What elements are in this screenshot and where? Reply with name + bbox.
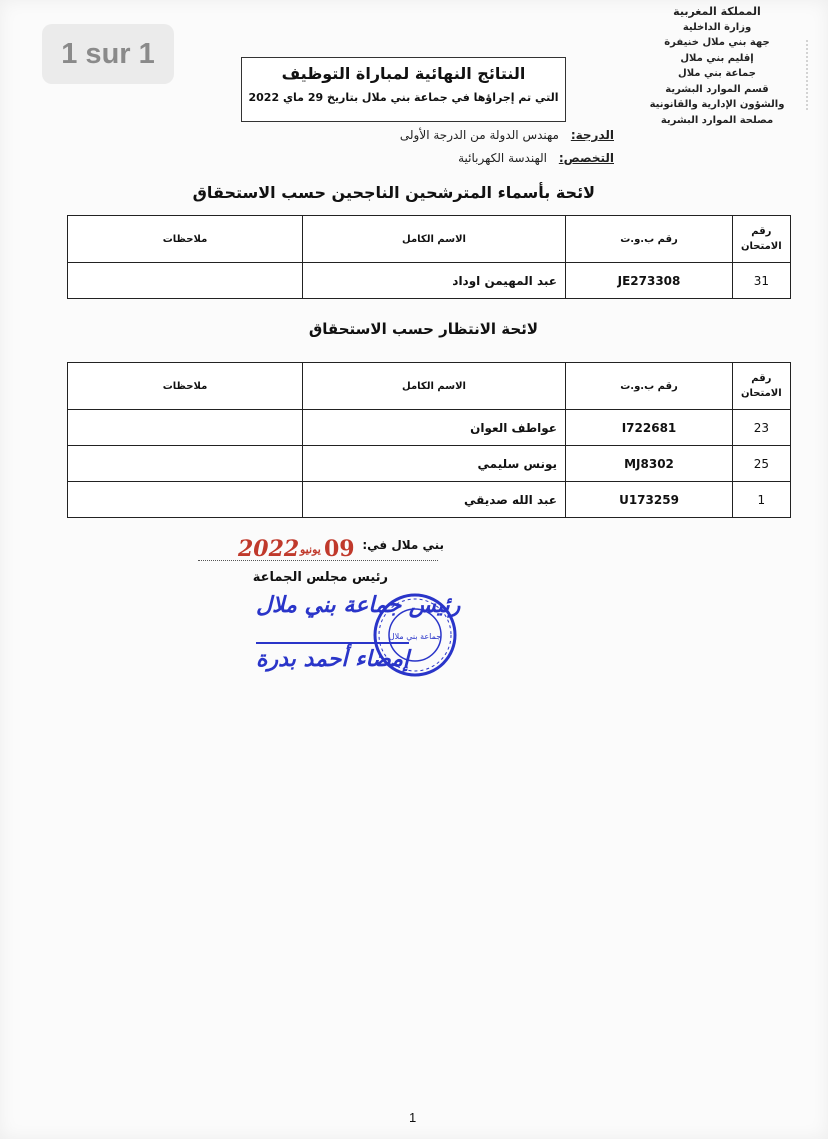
specialty-line	[458, 151, 614, 165]
name-cell: عبد المهيمن اوداد	[303, 263, 566, 299]
grade-label: الدرجة:	[570, 128, 614, 142]
success-list-title: لائحة بأسماء المترشحين الناجحين حسب الاستحقاق	[192, 183, 595, 202]
header-line: المملكة المغربية	[673, 5, 761, 18]
name-cell: عبد الله صديقي	[303, 482, 566, 518]
name-cell: يونس سليمي	[303, 446, 566, 482]
date-day: 09	[324, 536, 355, 562]
table-header-row	[68, 363, 791, 410]
header-full-name: الاسم الكامل	[303, 216, 566, 263]
success-table	[67, 215, 791, 299]
header-full-name: الاسم الكامل	[303, 363, 566, 410]
title-box	[241, 57, 566, 122]
grade-value: مهندس الدولة من الدرجة الأولى	[399, 128, 559, 142]
table-row	[68, 263, 791, 299]
margin-seal	[806, 40, 828, 110]
notes-cell	[68, 482, 303, 518]
exam-number-cell: 25	[733, 446, 791, 482]
waiting-list-title: لائحة الانتظار حسب الاستحقاق	[308, 320, 538, 338]
ministry-header	[622, 4, 812, 128]
header-line: والشؤون الإدارية والقانونية	[649, 99, 785, 110]
date-year: 2022	[238, 536, 300, 562]
grade-line	[400, 128, 614, 142]
table-row	[68, 482, 791, 518]
header-line: قسم الموارد البشرية	[665, 83, 769, 95]
notes-cell	[68, 263, 303, 299]
table-row	[68, 410, 791, 446]
table-row	[68, 446, 791, 482]
header-exam-number: رقم الامتحان	[733, 363, 791, 410]
header-line: جماعة بني ملال	[678, 68, 756, 79]
signature-name: إمضاء أحمد بدرة	[256, 642, 409, 672]
cin-cell: U173259	[566, 482, 733, 518]
header-notes: ملاحظات	[68, 363, 303, 410]
header-line: وزارة الداخلية	[682, 21, 752, 33]
name-cell: عواطف العوان	[303, 410, 566, 446]
official-stamp	[372, 592, 458, 678]
exam-number-cell: 1	[733, 482, 791, 518]
cin-cell: MJ8302	[566, 446, 733, 482]
cin-cell: JE273308	[566, 263, 733, 299]
stamp-text: جماعة بني ملال	[388, 632, 442, 641]
date-month: يونيو	[300, 543, 321, 556]
specialty-value: الهندسة الكهربائية	[458, 151, 547, 165]
document-title: النتائج النهائية لمباراة التوظيف	[281, 64, 526, 83]
document-subtitle: التي تم إجراؤها في جماعة بني ملال بتاريخ 29 ماي 2022	[248, 91, 559, 104]
cin-cell: I722681	[566, 410, 733, 446]
header-cin: رقم ب.و.ت	[566, 363, 733, 410]
page-indicator: 1 sur 1	[42, 24, 174, 84]
header-line: مصلحة الموارد البشرية	[660, 114, 774, 126]
signature-title: رئيس جماعة بني ملال	[256, 592, 461, 618]
notes-cell	[68, 446, 303, 482]
place-label: بني ملال في:	[362, 538, 444, 552]
table-header-row	[68, 216, 791, 263]
council-chair-label: رئيس مجلس الجماعة	[252, 570, 388, 585]
header-cin: رقم ب.و.ت	[566, 216, 733, 263]
exam-number-cell: 31	[733, 263, 791, 299]
handwritten-date	[198, 532, 438, 561]
specialty-label: التخصص:	[558, 151, 614, 165]
header-line: جهة بني ملال خنيفرة	[664, 37, 770, 48]
notes-cell	[68, 410, 303, 446]
page-number: 1	[409, 1110, 417, 1125]
exam-number-cell: 23	[733, 410, 791, 446]
header-notes: ملاحظات	[68, 216, 303, 263]
waiting-table	[67, 362, 791, 518]
header-line: إقليم بني ملال	[680, 52, 754, 64]
header-exam-number: رقم الامتحان	[733, 216, 791, 263]
